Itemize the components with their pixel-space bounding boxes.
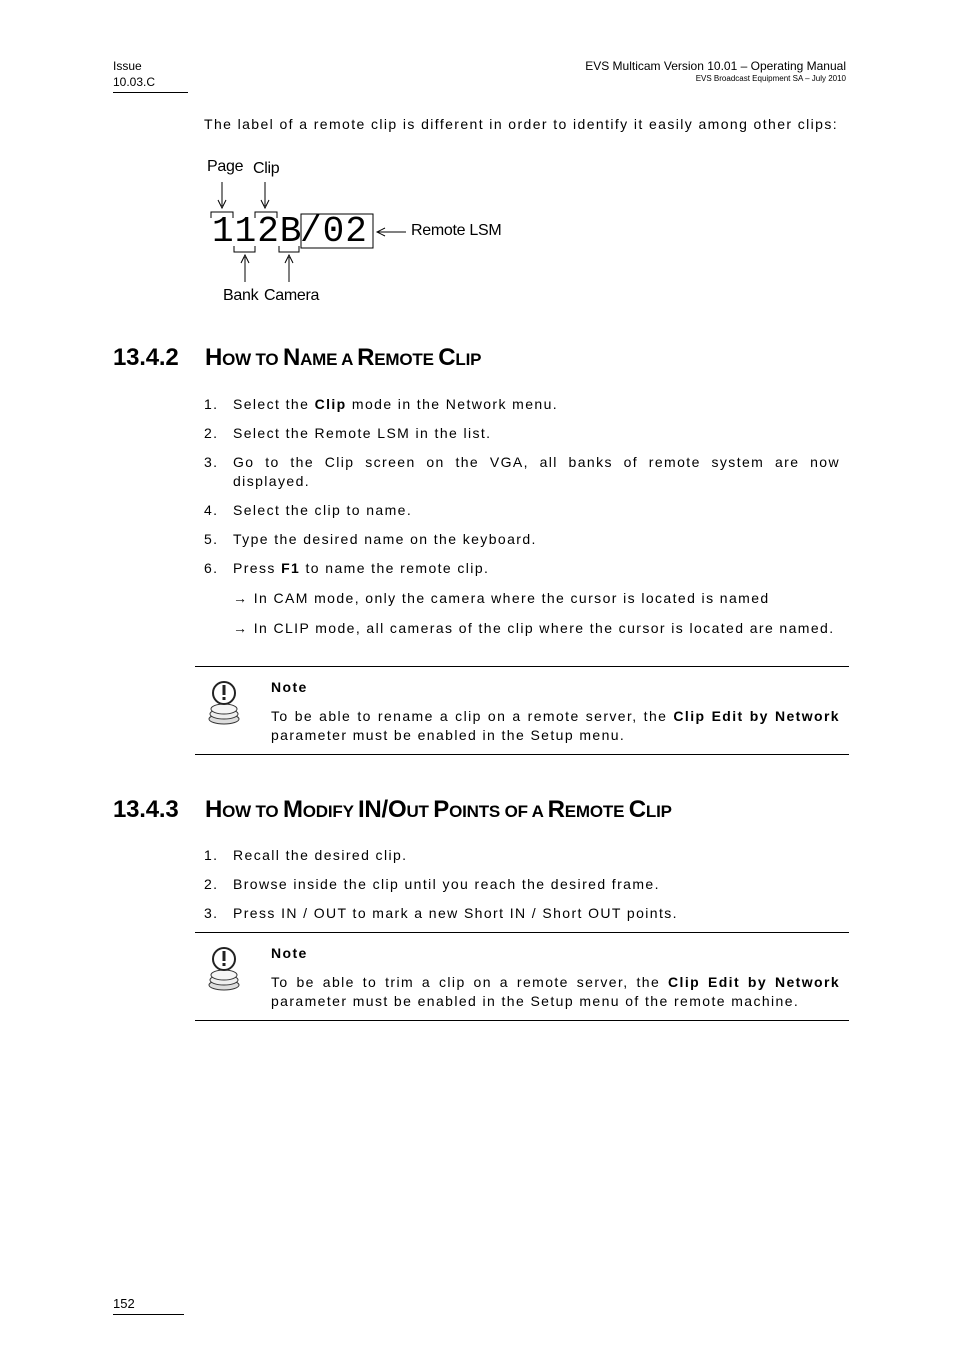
heading-part: C [628,796,646,823]
manual-title: EVS Multicam Version 10.01 – Operating Manual [585,59,846,73]
step-text: Press [233,560,282,576]
steps-list-name-clip [204,395,840,588]
step-text: Select the Remote LSM in the list. [233,425,492,441]
note-box-2 [195,932,849,1021]
step-number: 5. [204,531,219,547]
result-text: In CLIP mode, all cameras of the clip where the cursor is located are named. [253,620,835,636]
header-title-block [585,58,846,84]
section-number: 13.4.2 [113,344,179,371]
step-number: 2. [204,876,219,892]
heading-part: H [205,796,223,823]
step-number: 2. [204,425,219,441]
label-bank: Bank [223,287,259,304]
issue-label: Issue [113,59,142,73]
page-number: 152 [113,1296,184,1315]
list-item [204,846,840,865]
issue-number: 10.03.C [113,75,156,89]
clip-code-main: 112B [212,211,303,252]
list-item [204,559,840,578]
list-item [204,501,840,520]
list-item [204,875,840,894]
note-text: To be able to rename a clip on a remote server, the [271,708,674,724]
step-text: Select the clip to name. [233,502,413,518]
result-arrow-icon: → [233,620,249,636]
list-item [204,453,840,491]
step-number: 3. [204,454,219,470]
step-number: 1. [204,847,219,863]
step-text: Recall the desired clip. [233,847,408,863]
header-issue [113,58,188,93]
heading-part: R [547,796,565,823]
label-clip: Clip [253,160,280,177]
step-number: 4. [204,502,219,518]
note-body [271,707,840,745]
heading-part: ODIFY [302,802,358,821]
list-item [204,904,840,923]
step-text: Go to the Clip screen on the VGA, all banks of remote system are now displayed. [233,454,840,489]
section-heading-13-4-2 [113,343,481,375]
step-bold: Clip [314,396,347,412]
heading-part: M [282,796,303,823]
note-body [271,973,840,1011]
list-item [204,424,840,443]
result-text: In CAM mode, only the camera where the cursor is located is named [253,590,770,606]
step-text: to name the remote clip. [300,560,490,576]
result-cam-mode [233,589,840,608]
note-box-1 [195,666,849,755]
manual-subtitle: EVS Broadcast Equipment SA – July 2010 [695,74,846,83]
heading-part: EMOTE [374,350,439,369]
heading-part: EMOTE [564,802,629,821]
note-text: parameter must be enabled in the Setup menu of the remote machine. [271,993,800,1009]
intro-paragraph: The label of a remote clip is different in order to identify it easily among other clips: [204,116,839,132]
note-bold: Clip Edit by Network [668,974,841,990]
heading-part: N [282,344,301,371]
note-warning-icon [207,945,243,993]
label-remote-lsm: Remote LSM [411,222,502,239]
step-text: Select the [233,396,315,412]
step-number: 1. [204,396,219,412]
heading-part: IN/O [357,796,407,823]
heading-part: OW TO [222,802,283,821]
heading-part: AME A [300,350,358,369]
note-title: Note [271,679,308,695]
steps-list-modify-points [204,846,840,933]
heading-part: OINTS OF A [449,802,548,821]
note-bold: Clip Edit by Network [673,708,840,724]
heading-part: UT [406,802,434,821]
step-text: Press IN / OUT to mark a new Short IN / Short OUT points. [233,905,678,921]
result-arrow-icon: → [233,590,249,606]
section-heading-13-4-3 [113,795,672,827]
step-number: 3. [204,905,219,921]
heading-part: P [433,796,450,823]
heading-part: LIP [455,350,482,369]
list-item [204,395,840,414]
result-clip-mode [233,619,840,638]
label-camera: Camera [264,287,320,304]
note-title: Note [271,945,308,961]
step-number: 6. [204,560,219,576]
step-text: Type the desired name on the keyboard. [233,531,537,547]
label-page: Page [207,158,244,175]
clip-code-remote: /02 [300,211,368,252]
step-bold: F1 [281,560,301,576]
heading-part: H [205,344,223,371]
step-text: Browse inside the clip until you reach the desired frame. [233,876,660,892]
section-number: 13.4.3 [113,796,179,823]
note-text: parameter must be enabled in the Setup menu. [271,727,626,743]
list-item [204,530,840,549]
heading-part: OW TO [222,350,283,369]
heading-part: LIP [645,802,672,821]
note-warning-icon [207,679,243,727]
remote-clip-label-diagram [204,158,504,308]
step-text: mode in the Network menu. [346,396,559,412]
heading-part: C [438,344,456,371]
heading-part: R [357,344,375,371]
note-text: To be able to trim a clip on a remote server, the [271,974,669,990]
